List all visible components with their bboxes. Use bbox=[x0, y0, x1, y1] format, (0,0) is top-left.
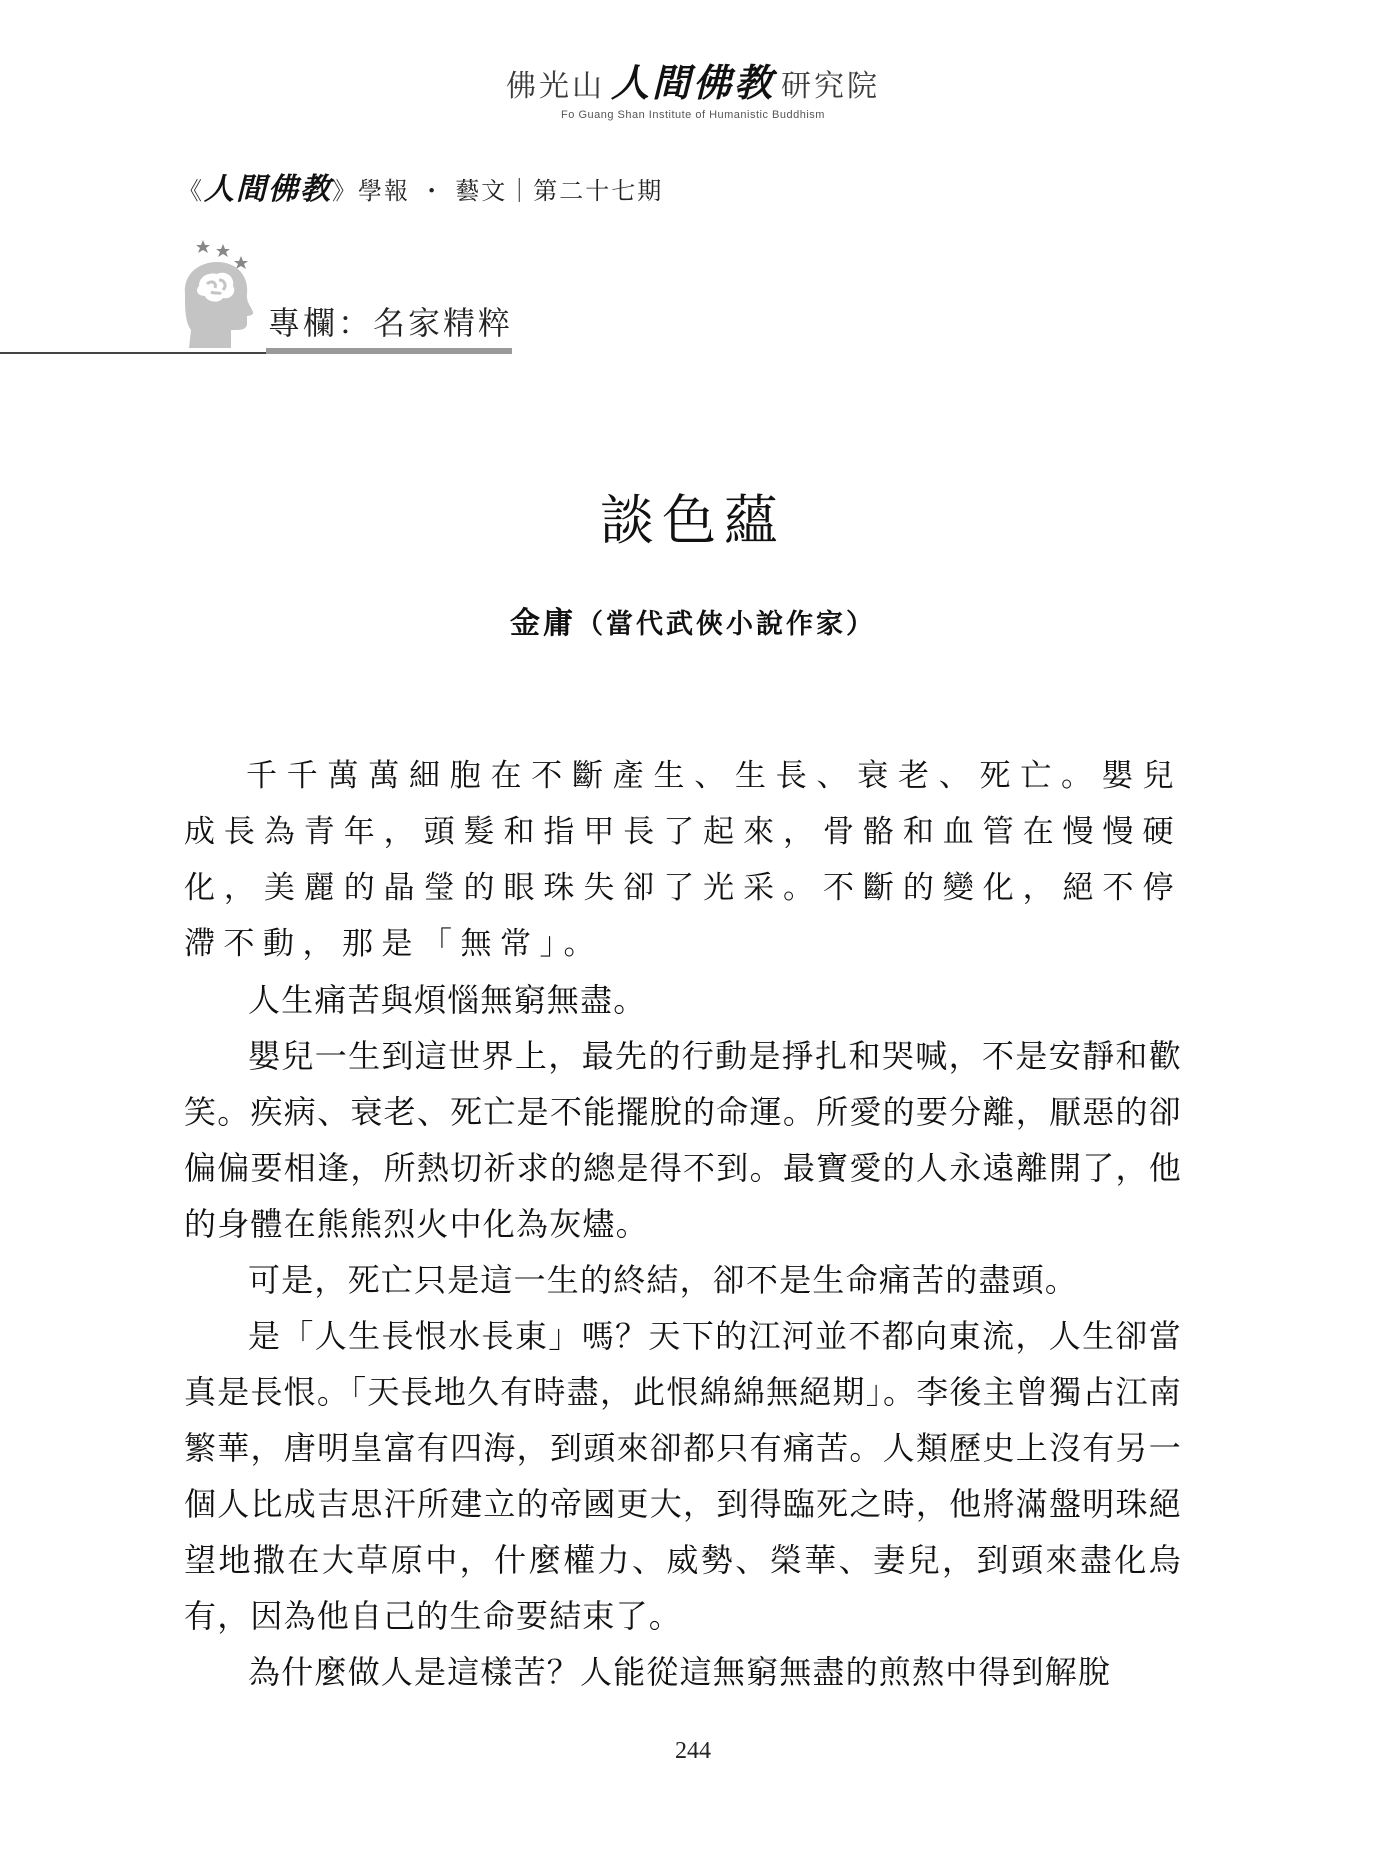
column-rule-accent bbox=[266, 348, 512, 354]
journal-running-head bbox=[178, 164, 663, 208]
paragraph: 千千萬萬細胞在不斷產生、生長、衰老、死亡。嬰兒成長為青年，頭髮和指甲長了起來，骨骼和血管在慢慢硬化，美麗的晶瑩的眼珠失卻了光采。不斷的變化，絕不停滯不動，那是「無常」。 bbox=[184, 758, 1182, 962]
thinking-head-icon bbox=[175, 236, 267, 348]
journal-brand: 人間佛教 bbox=[204, 172, 332, 207]
institute-suffix: 研究院 bbox=[781, 69, 880, 104]
journal-close-bracket: 》 bbox=[332, 177, 358, 205]
institute-brand-logo: 人間佛教 bbox=[610, 60, 775, 105]
body-section-2 bbox=[184, 972, 1182, 1700]
author-name: 金庸 bbox=[510, 606, 576, 641]
page-number: 244 bbox=[675, 1738, 711, 1764]
institute-header bbox=[0, 52, 1386, 121]
institute-english-name: Fo Guang Shan Institute of Humanistic Buddhism bbox=[561, 109, 825, 121]
column-label: 專欄：名家精粹 bbox=[268, 304, 514, 342]
author-role: （當代武俠小說作家） bbox=[576, 609, 876, 640]
paragraph: 可是，死亡只是這一生的終結，卻不是生命痛苦的盡頭。 bbox=[248, 1261, 1079, 1299]
paragraph: 是「人生長恨水長東」嗎？天下的江河並不都向東流，人生卻當真是長恨。「天長地久有時盡，此恨綿綿無絕期」。李後主曾獨占江南繁華，唐明皇富有四海，到頭來卻都只有痛苦。人類歷史上沒有另一個人比成吉思汗所建立的帝國更大，到得臨死之時，他將滿盤明珠絕望地撒在大草原中，什麼權力、威勢、榮華、妻兒，到頭來盡化烏有，因為他自己的生命要結束了。 bbox=[184, 1317, 1182, 1635]
paragraph: 為什麼做人是這樣苦？人能從這無窮無盡的煎熬中得到解脫 bbox=[248, 1653, 1112, 1691]
institute-prefix: 佛光山 bbox=[505, 69, 605, 104]
body-section-1 bbox=[184, 748, 1182, 972]
institute-name bbox=[0, 52, 1386, 107]
journal-issue: 學報 ・ 藝文｜第二十七期 bbox=[358, 177, 664, 205]
journal-open-bracket: 《 bbox=[178, 177, 204, 205]
article-title: 談色蘊 bbox=[600, 489, 786, 552]
article-author bbox=[0, 598, 1386, 642]
paragraph: 嬰兒一生到這世界上，最先的行動是掙扎和哭喊，不是安靜和歡笑。疾病、衰老、死亡是不能擺脫的命運。所愛的要分離，厭惡的卻偏偏要相逢，所熱切祈求的總是得不到。最寶愛的人永遠離開了，他的身體在熊熊烈火中化為灰燼。 bbox=[184, 1037, 1182, 1243]
paragraph: 人生痛苦與煩惱無窮無盡。 bbox=[248, 981, 647, 1019]
column-header bbox=[0, 236, 520, 356]
